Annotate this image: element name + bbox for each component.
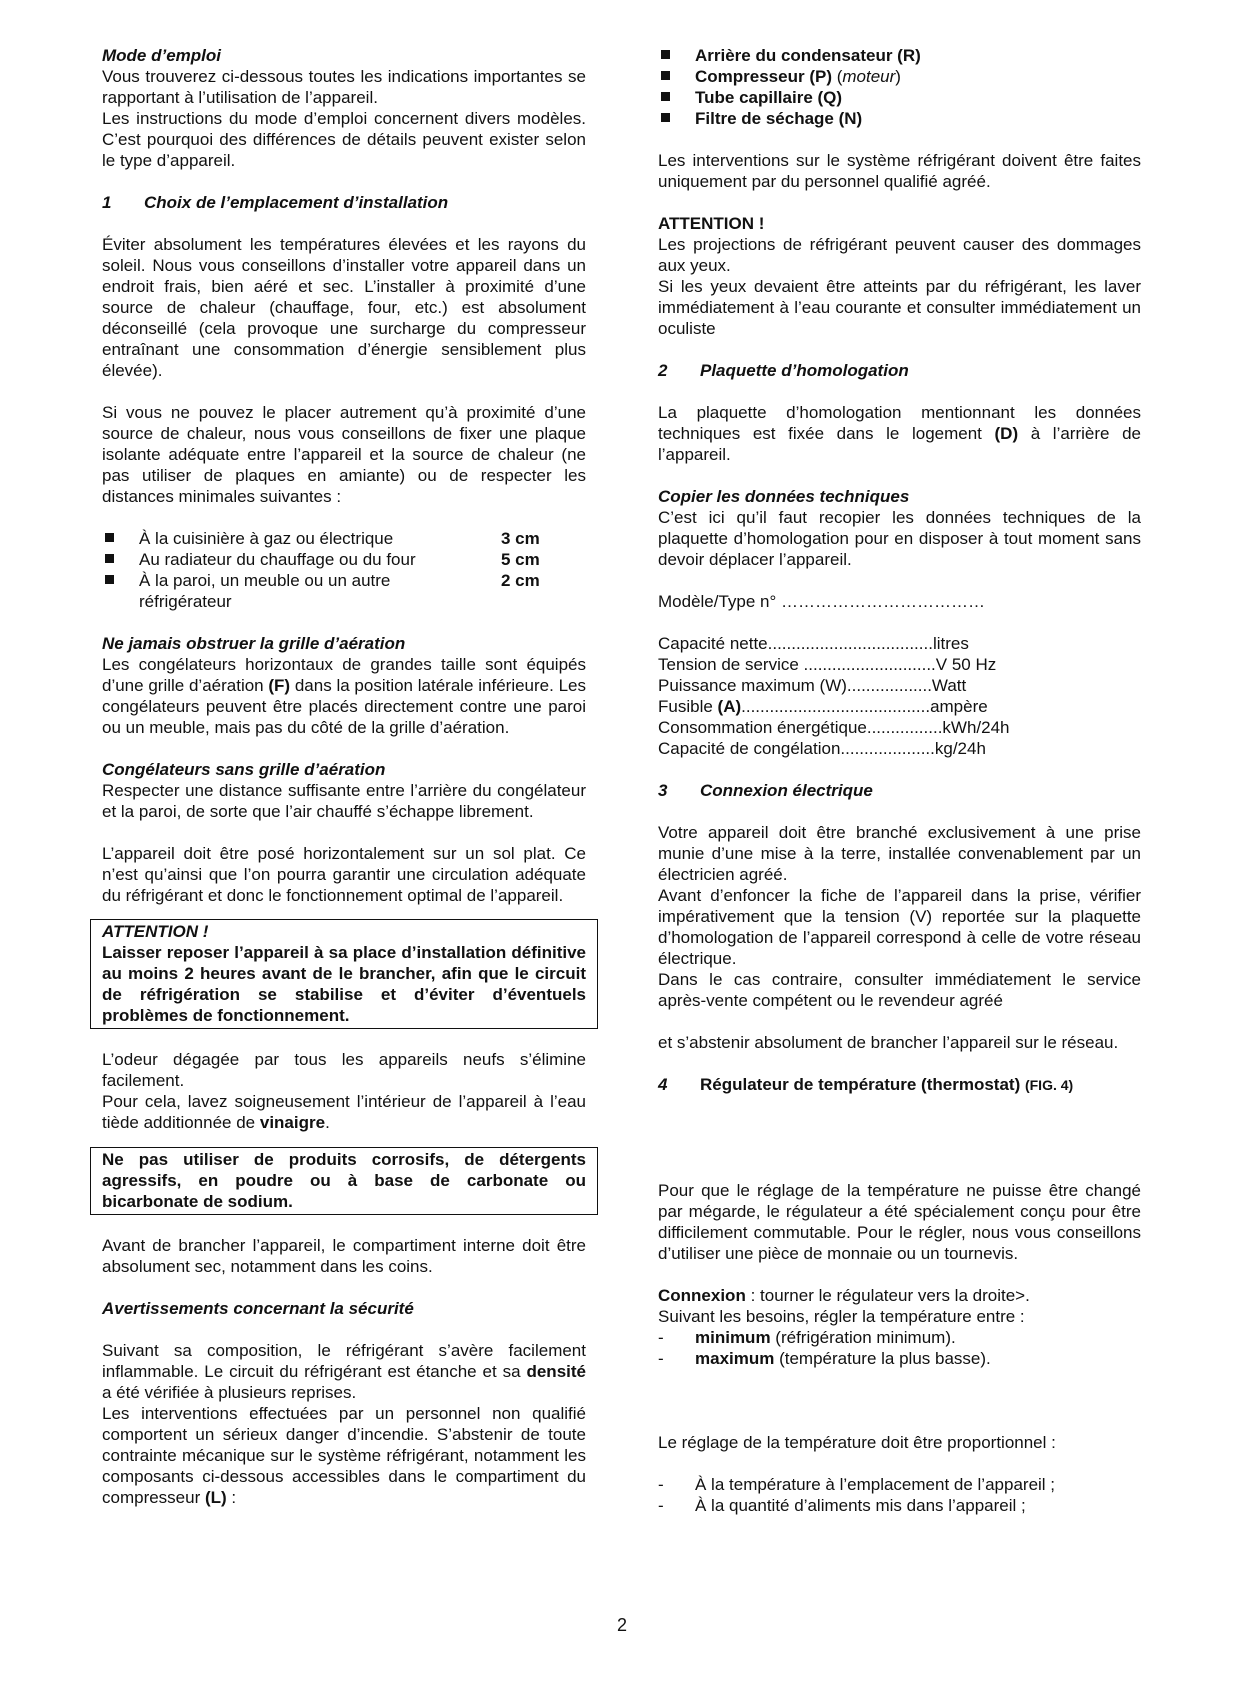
distance-list [102,528,586,612]
spec-tension: Tension de service ............................V 50 Hz [658,655,997,674]
attention-title: ATTENTION ! [102,922,209,941]
reglage-item: - À la température à l’emplacement de l’appareil ; [658,1474,1141,1495]
attention-text: Laisser reposer l’appareil à sa place d’installation définitive au moins 2 heures avant de le brancher, afin que le circuit de réfrigération se stabilise et d’éviter d’éventuels problèmes de fonctionnement. [102,943,586,1025]
minmax-item: - minimum (réfrigération minimum). [658,1327,1141,1348]
right-column [658,45,1141,1516]
grille-paragraph: Les congélateurs horizontaux de grandes taille sont équipés d’une grille d’aération (F) dans la position latérale inférieure. Les congélateurs peuvent être placés directement contre une paroi ou un meuble, mais pas du côté de la grille d’aération. [102,655,586,737]
corrosif-box [90,1147,598,1215]
section-2-title: Plaquette d’homologation [700,361,909,380]
securite-paragraph-2: Les interventions effectuées par un personnel non qualifié comportent un sérieux danger d’incendie. S’abstenir de toute contrainte mécanique sur le système réfrigérant, notamment les composants ci-dessous accessibles dans le compartiment du compresseur (L) : [102,1404,586,1507]
distance-item: À la paroi, un meuble ou un autre réfrigérateur 2 cm [102,570,586,612]
interventions-paragraph: Les interventions sur le système réfrigérant doivent être faites uniquement par du personnel qualifié agréé. [658,151,1141,191]
distance-item: Au radiateur du chauffage ou du four 5 cm [102,549,586,570]
section-1-paragraph-2: Si vous ne pouvez le placer autrement qu’à proximité d’une source de chaleur, nous vous conseillons de fixer une plaque isolante adéquate entre l’appareil et la source de chaleur (ne pas utiliser de plaques en amiante) ou de respecter les distances minimales suivantes : [102,403,586,506]
odeur-paragraph-1: L’odeur dégagée par tous les appareils neufs s’élimine facilement. [102,1050,586,1090]
section-1-number: 1 [102,193,112,212]
component-item: Compresseur (P) (moteur) [658,66,1141,87]
attention-title-right: ATTENTION ! [658,214,765,233]
minmax-item: - maximum (température la plus basse). [658,1348,1141,1369]
section-3-number: 3 [658,781,668,800]
sec-paragraph: Avant de brancher l’appareil, le compartiment interne doit être absolument sec, notamment dans les coins. [102,1236,586,1276]
left-column [102,45,586,1508]
reglage-paragraph: Le réglage de la température doit être proportionnel : [658,1433,1056,1452]
horizontal-paragraph: L’appareil doit être posé horizontalement sur un sol plat. Ce n’est qu’ainsi que l’on pourra garantir une circulation adéquate du réfrigérant et donc le fonctionnement optimal de l’appareil. [102,844,586,905]
section-2-number: 2 [658,361,668,380]
section-1-heading [102,192,586,213]
spec-congelation: Capacité de congélation....................kg/24h [658,739,986,758]
securite-paragraph-1: Suivant sa composition, le réfrigérant s’avère facilement inflammable. Le circuit du réfrigérant est étanche et sa densité a été vérifiée à plusieurs reprises. [102,1341,586,1402]
spec-puissance: Puissance maximum (W)..................Watt [658,676,967,695]
component-item: Arrière du condensateur (R) [658,45,1141,66]
mode-paragraph-1: Vous trouverez ci-dessous toutes les indications importantes se rapportant à l’utilisation de l’appareil. [102,67,586,107]
attention-paragraph-1: Les projections de réfrigérant peuvent causer des dommages aux yeux. [658,235,1141,275]
section-3-paragraph-1: Votre appareil doit être branché exclusivement à une prise munie d’une mise à la terre, installée convenablement par un électricien agréé. [658,823,1141,884]
odeur-paragraph-2: Pour cela, lavez soigneusement l’intérieur de l’appareil à l’eau tiède additionnée de vinaigre. [102,1092,586,1132]
spec-capacite: Capacité nette...................................litres [658,634,969,653]
connexion-line: Connexion : tourner le régulateur vers la droite>. [658,1286,1030,1305]
sans-grille-title: Congélateurs sans grille d’aération [102,760,386,779]
copier-title: Copier les données techniques [658,487,910,506]
section-3-paragraph-2: Avant d’enfoncer la fiche de l’appareil dans la prise, vérifier impérativement que la tension (V) reportée sur la plaquette d’homologation de l’appareil correspond à celle de votre réseau électrique. [658,886,1141,968]
model-line: Modèle/Type n° ……………………………… [658,592,986,611]
connexion-line-2: Suivant les besoins, régler la température entre : [658,1307,1025,1326]
component-list [658,45,1141,129]
section-4-number: 4 [658,1075,668,1094]
section-2-heading [658,360,1141,381]
section-2-paragraph: La plaquette d’homologation mentionnant les données techniques est fixée dans le logement (D) à l’arrière de l’appareil. [658,403,1141,464]
section-4-paragraph: Pour que le réglage de la température ne puisse être changé par mégarde, le régulateur a été spécialement conçu pour être difficilement commutable. Pour le régler, nous vous conseillons d’utiliser une pièce de monnaie ou un tournevis. [658,1181,1141,1263]
attention-box [90,919,598,1029]
component-item: Tube capillaire (Q) [658,87,1141,108]
copier-paragraph: C’est ici qu’il faut recopier les données techniques de la plaquette d’homologation pour en disposer à tout moment sans devoir déplacer l’appareil. [658,508,1141,569]
component-item: Filtre de séchage (N) [658,108,1141,129]
attention-paragraph-2: Si les yeux devaient être atteints par du réfrigérant, les laver immédiatement à l’eau courante et consulter immédiatement un oculiste [658,277,1141,338]
spec-fusible: Fusible (A)........................................ampère [658,697,988,716]
mode-paragraph-2: Les instructions du mode d’emploi concernent divers modèles. C’est pourquoi des différences de détails peuvent exister selon le type d’appareil. [102,109,586,170]
section-4-title: Régulateur de température (thermostat) [700,1075,1021,1094]
page-number: 2 [616,1615,627,1635]
mode-title: Mode d’emploi [102,46,221,65]
section-1-title: Choix de l’emplacement d’installation [144,193,449,212]
section-3-paragraph-4: et s’abstenir absolument de brancher l’appareil sur le réseau. [658,1033,1119,1052]
section-3-heading [658,780,1141,801]
section-4-heading [658,1074,1141,1096]
section-1-paragraph-1: Éviter absolument les températures élevées et les rayons du soleil. Nous vous conseillons d’installer votre appareil dans un endroit frais, bien aéré et sec. L’installer à proximité d’une source de chaleur (chauffage, four, etc.) est absolument déconseillé (cela provoque une surcharge du compresseur entraînant une consommation d’énergie sensiblement plus élevée). [102,235,586,380]
specs-list [658,633,1141,759]
reglage-list [658,1474,1141,1516]
corrosif-text: Ne pas utiliser de produits corrosifs, de détergents agressifs, en poudre ou à base de carbonate ou bicarbonate de sodium. [102,1150,586,1211]
distance-item: À la cuisinière à gaz ou électrique 3 cm [102,528,586,549]
minmax-list [658,1327,1141,1369]
spec-consommation: Consommation énergétique................kWh/24h [658,718,1010,737]
grille-title: Ne jamais obstruer la grille d’aération [102,634,406,653]
section-3-paragraph-3: Dans le cas contraire, consulter immédiatement le service après-vente compétent ou le revendeur agréé [658,970,1141,1010]
section-4-figure-ref: (FIG. 4) [1024,1077,1074,1093]
section-3-title: Connexion électrique [700,781,873,800]
reglage-item: - À la quantité d’aliments mis dans l’appareil ; [658,1495,1141,1516]
sans-grille-paragraph: Respecter une distance suffisante entre l’arrière du congélateur et la paroi, de sorte que l’air chauffé s’échappe librement. [102,781,586,821]
securite-title: Avertissements concernant la sécurité [102,1299,414,1318]
